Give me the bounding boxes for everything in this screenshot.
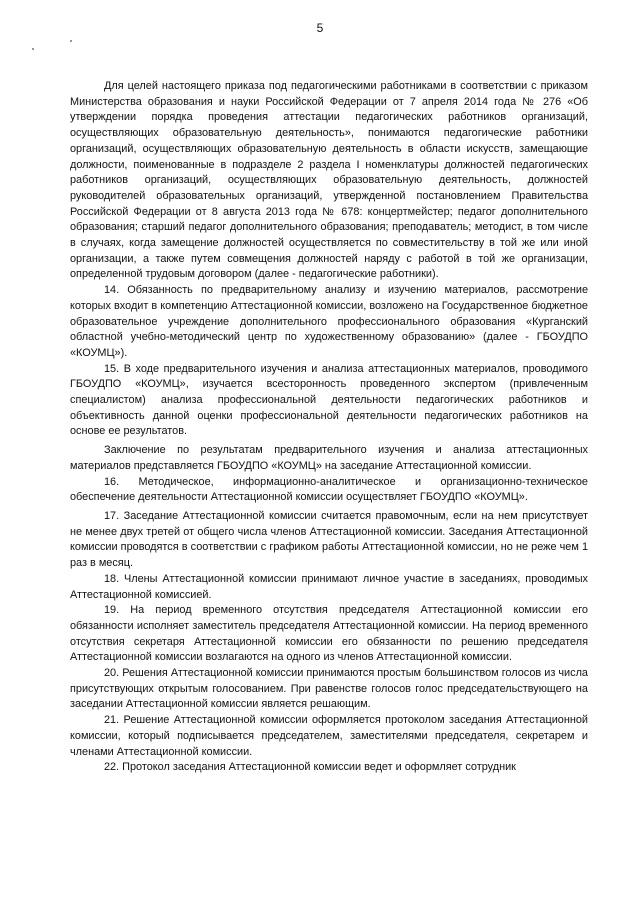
paragraph-20: 20. Решения Аттестационной комиссии принимаются простым большинством голосов из числа присутствующих открытым голосованием. При равенстве голосов голос председательствующего на заседании Аттестационной комиссии является решающим. bbox=[70, 667, 588, 711]
scan-speck bbox=[32, 48, 34, 50]
paragraph-18: 18. Члены Аттестационной комиссии принимают личное участие в заседаниях, проводимых Аттестационной комиссией. bbox=[70, 572, 588, 601]
paragraph-15: 15. В ходе предварительного изучения и анализа аттестационных материалов, проводимого ГБОУДПО «КОУМЦ», изучается всесторонность проведенного экспертом (привлеченным специалистом) анализа профессиональной деятельности педагогических работников и объективность данной оценки профессиональной деятельности педагогических работников на основе ее результатов. bbox=[70, 362, 588, 438]
paragraph-21: 21. Решение Аттестационной комиссии оформляется протоколом заседания Аттестационной комиссии, который подписывается председателем, заместителями председателя, секретарем и членами Аттестационной комиссии. bbox=[70, 714, 588, 758]
paragraph-16: 16. Методическое, информационно-аналитическое и организационно-техническое обеспечение деятельности Аттестационной комиссии осуществляет ГБОУДПО «КОУМЦ». bbox=[70, 475, 588, 504]
paragraph-conclusion: Заключение по результатам предварительного изучения и анализа аттестационных материалов представляется ГБОУДПО «КОУМЦ» на заседание Аттестационной комиссии. bbox=[70, 444, 588, 472]
paragraph-22: 22. Протокол заседания Аттестационной комиссии ведет и оформляет сотрудник bbox=[104, 761, 516, 774]
scan-speck bbox=[70, 40, 72, 42]
paragraph-14: 14. Обязанность по предварительному анализу и изучению материалов, рассмотрение которых входит в компетенцию Аттестационной комиссии, возложено на Государственное бюджетное образовательное учреждение дополнительного профессионального образования «Курганский областной учебно-методический центр по художественному образованию» (далее - ГБОУДПО «КОУМЦ»). bbox=[70, 284, 588, 359]
scan-specks bbox=[32, 40, 82, 56]
paragraph-17: 17. Заседание Аттестационной комиссии считается правомочным, если на нем присутствует не менее двух третей от общего числа членов Аттестационной комиссии. Заседания Аттестационной комиссии проводятся в соответствии с графиком работы Аттестационной комиссии, но не реже чем 1 раз в месяц. bbox=[70, 509, 588, 570]
paragraph-definition: Для целей настоящего приказа под педагогическими работниками в соответствии с приказом Министерства образования и науки Российской Федерации от 7 апреля 2014 года № 276 «Об утверждении порядка проведения аттестации педагогических работников организаций, осуществляющих образовательную деятельность», понимаются педагогические работники организаций, осуществляющих образовательную деятельность в области искусств, замещающие должности, поименованные в подразделе 2 раздела I номенклатуры должностей педагогических работников организаций, осуществляющих образовательную деятельность, должностей руководителей образовательных организаций, утвержденной постановлением Правительства Российской Федерации от 8 августа 2013 года № 678: концертмейстер; педагог дополнительного образования; старший педагог дополнительного образования; преподаватель; методист, в том числе в случаях, когда замещение должностей осуществляется по совместительству в той же или иной организации, а также путем совмещения должностей наряду с работой в той же организации, определенной трудовым договором (далее - педагогические работники). bbox=[70, 80, 588, 281]
document-body bbox=[70, 79, 588, 776]
paragraph-19: 19. На период временного отсутствия председателя Аттестационной комиссии его обязанности исполняет заместитель председателя Аттестационной комиссии. На период временного отсутствия секретаря Аттестационной комиссии его обязанности по решению председателя Аттестационной комиссии возлагаются на одного из членов Аттестационной комиссии. bbox=[70, 604, 588, 664]
page-number: 5 bbox=[316, 21, 324, 35]
